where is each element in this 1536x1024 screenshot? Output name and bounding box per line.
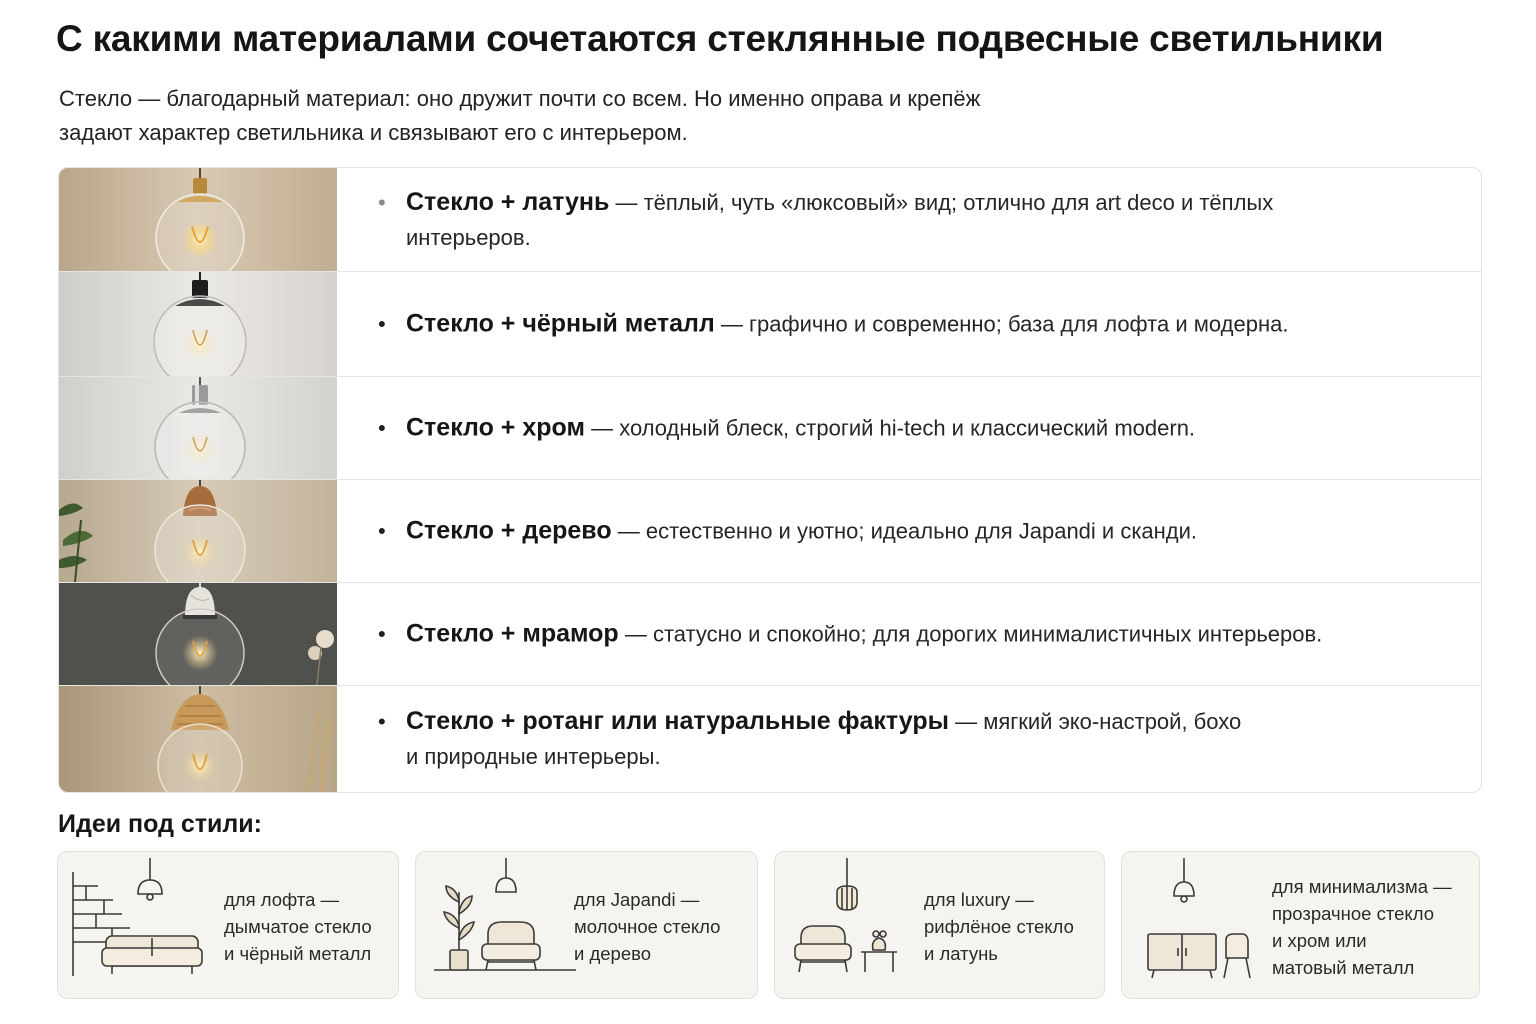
idea-line: и дерево — [574, 943, 652, 964]
idea-line: и хром или — [1272, 930, 1367, 951]
combination-text-black-metal — [378, 307, 1441, 342]
combination-text-brass — [378, 185, 1441, 255]
combination-name: Стекло + мрамор — [406, 619, 619, 648]
idea-line: и чёрный металл — [224, 943, 372, 964]
combination-row-brass — [59, 168, 1481, 272]
loft-sofa-icon — [58, 852, 228, 998]
idea-card-luxury — [774, 851, 1105, 999]
combinations-list — [58, 167, 1482, 793]
idea-line: молочное стекло — [574, 916, 721, 937]
dash: — — [591, 415, 614, 441]
pendant-photo-wood — [59, 480, 337, 582]
combination-row-black-metal — [59, 272, 1481, 377]
dash: — — [617, 518, 640, 544]
combination-name: Стекло + ротанг или натуральные фактуры — [406, 707, 949, 735]
combination-desc-line-2: интерьеров. — [406, 224, 531, 250]
idea-line: рифлёное стекло — [924, 916, 1074, 937]
combination-name: Стекло + латунь — [406, 187, 610, 216]
combination-name: Стекло + хром — [406, 413, 585, 442]
pendant-photo-chrome — [59, 377, 337, 479]
intro-line-2: задают характер светильника и связывают его с интерьером. — [59, 120, 688, 145]
idea-card-minimalism — [1121, 851, 1480, 999]
combination-row-rattan — [59, 686, 1481, 792]
pendant-photo-brass — [59, 168, 337, 271]
combination-desc-line-1: графично и современно; база для лофта и модерна. — [749, 311, 1289, 337]
ideas-title: Идеи под стили: — [58, 810, 263, 838]
combination-row-chrome — [59, 377, 1481, 480]
japandi-armchair-icon — [416, 852, 586, 998]
idea-line: матовый металл — [1272, 957, 1415, 978]
luxury-armchair-icon — [775, 852, 935, 998]
pendant-photo-black-metal — [59, 272, 337, 376]
idea-line: для минимализма — — [1272, 876, 1452, 897]
bullet: • — [378, 311, 386, 337]
combination-text-chrome — [378, 411, 1441, 446]
bullet: • — [378, 189, 386, 215]
combination-row-wood — [59, 480, 1481, 583]
intro-line-1: Стекло — благодарный материал: оно дружит почти со всем. Но именно оправа и крепёж — [59, 86, 981, 111]
bullet: • — [378, 415, 386, 441]
idea-card-text — [924, 886, 1074, 967]
pendant-photo-marble — [59, 583, 337, 685]
bullet: • — [378, 621, 386, 647]
combination-text-marble — [378, 617, 1441, 652]
intro-paragraph — [59, 82, 1179, 150]
idea-line: для luxury — — [924, 889, 1034, 910]
combination-desc-line-1: мягкий эко-настрой, бохо — [983, 709, 1242, 734]
combination-text-rattan — [378, 704, 1441, 774]
dash: — — [624, 621, 647, 647]
bullet: • — [378, 518, 386, 544]
combination-desc-line-1: естественно и уютно; идеально для Japandi и сканди. — [645, 518, 1198, 544]
idea-card-japandi — [415, 851, 758, 999]
minimal-cabinet-icon — [1122, 852, 1272, 998]
combination-desc-line-2: и природные интерьеры. — [406, 744, 661, 769]
idea-card-text — [224, 886, 372, 967]
idea-line: дымчатое стекло — [224, 916, 372, 937]
idea-card-text — [574, 886, 720, 967]
combination-desc-line-1: холодный блеск, строгий hi-tech и классический modern. — [619, 415, 1196, 441]
pendant-photo-rattan — [59, 686, 337, 792]
idea-line: для лофта — — [224, 889, 340, 910]
dash: — — [615, 189, 638, 215]
combination-desc-line-1: тёплый, чуть «люксовый» вид; отлично для art deco и тёплых — [643, 189, 1274, 215]
combination-text-wood — [378, 514, 1441, 549]
page-title: С какими материалами сочетаются стеклянные подвесные светильники — [56, 18, 1384, 59]
combination-row-marble — [59, 583, 1481, 686]
idea-line: и латунь — [924, 943, 998, 964]
idea-card-loft — [57, 851, 399, 999]
dash: — — [720, 311, 743, 337]
idea-line: для Japandi — — [574, 889, 700, 910]
idea-line: прозрачное стекло — [1272, 903, 1435, 924]
combination-desc-line-1: статусно и спокойно; для дорогих минималистичных интерьеров. — [652, 621, 1323, 647]
bullet: • — [378, 709, 386, 734]
dash: — — [955, 709, 978, 734]
combination-name: Стекло + дерево — [406, 516, 612, 545]
combination-name: Стекло + чёрный металл — [406, 309, 715, 338]
idea-card-text — [1272, 873, 1452, 981]
